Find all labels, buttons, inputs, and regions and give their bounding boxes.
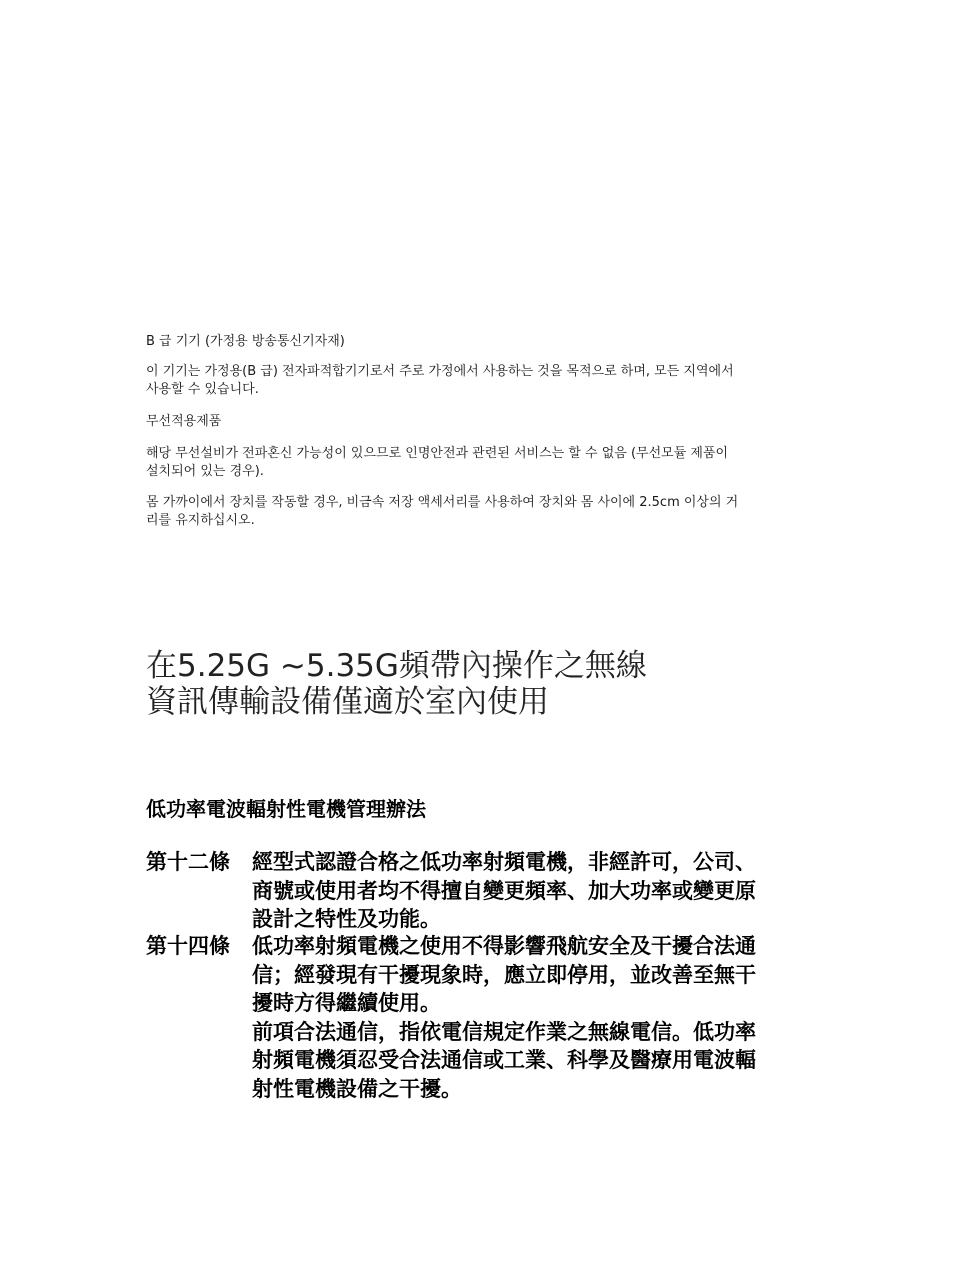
korean-wireless-subtitle: 무선적용제품 [146,414,222,429]
korean-class-b-paragraph [146,363,872,399]
korean-paragraph2-line1: 해당 무선설비가 전파혼신 가능성이 있으므로 인명안전과 관련된 서비스는 할 수 없음 (무선모듈 제품이 [146,446,729,461]
korean-paragraph3-line1: 몸 가까이에서 장치를 작동할 경우, 비금속 저장 액세서리를 사용하여 장치와 몸 사이에 2.5cm 이상의 거 [146,495,739,510]
korean-paragraph2-line2: 설치되어 있는 경우). [146,464,264,479]
article-14-line: 信；經發現有干擾現象時，應立即停用，並改善至無干 [252,961,756,987]
indoor-use-heading-line2: 資訊傳輸設備僅適於室內使用 [146,684,549,720]
article-12 [146,848,866,938]
regulation-title: 低功率電波輻射性電機管理辦法 [146,797,426,821]
korean-wireless-paragraph [146,445,872,481]
article-14-line: 前項合法通信，指依電信規定作業之無線電信。低功率 [252,1018,756,1044]
article-14-line: 射頻電機須忍受合法通信或工業、科學及醫療用電波輻 [252,1047,756,1072]
article-12-line: 經型式認證合格之低功率射頻電機，非經許可，公司、 [252,849,756,874]
korean-paragraph3-line2: 리를 유지하십시오. [146,513,255,528]
korean-paragraph1-line1: 이 기기는 가정용(B 급) 전자파적합기기로서 주로 가정에서 사용하는 것을 목적으로 하며, 모든 지역에서 [146,364,734,379]
article-14 [146,932,866,1102]
korean-body-distance-paragraph [146,494,872,530]
article-12-line: 設計之特性及功能。 [252,906,441,931]
indoor-use-heading-line1: 在5.25G ~5.35G頻帶內操作之無線 [146,648,647,684]
article-14-line: 擾時方得繼續使用。 [252,990,441,1015]
article-14-line: 低功率射頻電機之使用不得影響飛航安全及干擾合法通 [252,933,756,958]
article-14-body [252,932,862,1103]
korean-class-b-title: B 급 기기 (가정용 방송통신기자재) [146,334,345,349]
article-14-label: 第十四條 [146,933,230,958]
article-12-body [252,848,862,934]
article-12-line: 商號或使用者均不得擅自變更頻率、加大功率或變更原 [252,877,756,903]
article-12-label: 第十二條 [146,849,230,874]
korean-paragraph1-line2: 사용할 수 있습니다. [146,382,259,397]
indoor-use-heading [146,648,846,720]
article-14-line: 射性電機設備之干擾。 [252,1075,462,1101]
